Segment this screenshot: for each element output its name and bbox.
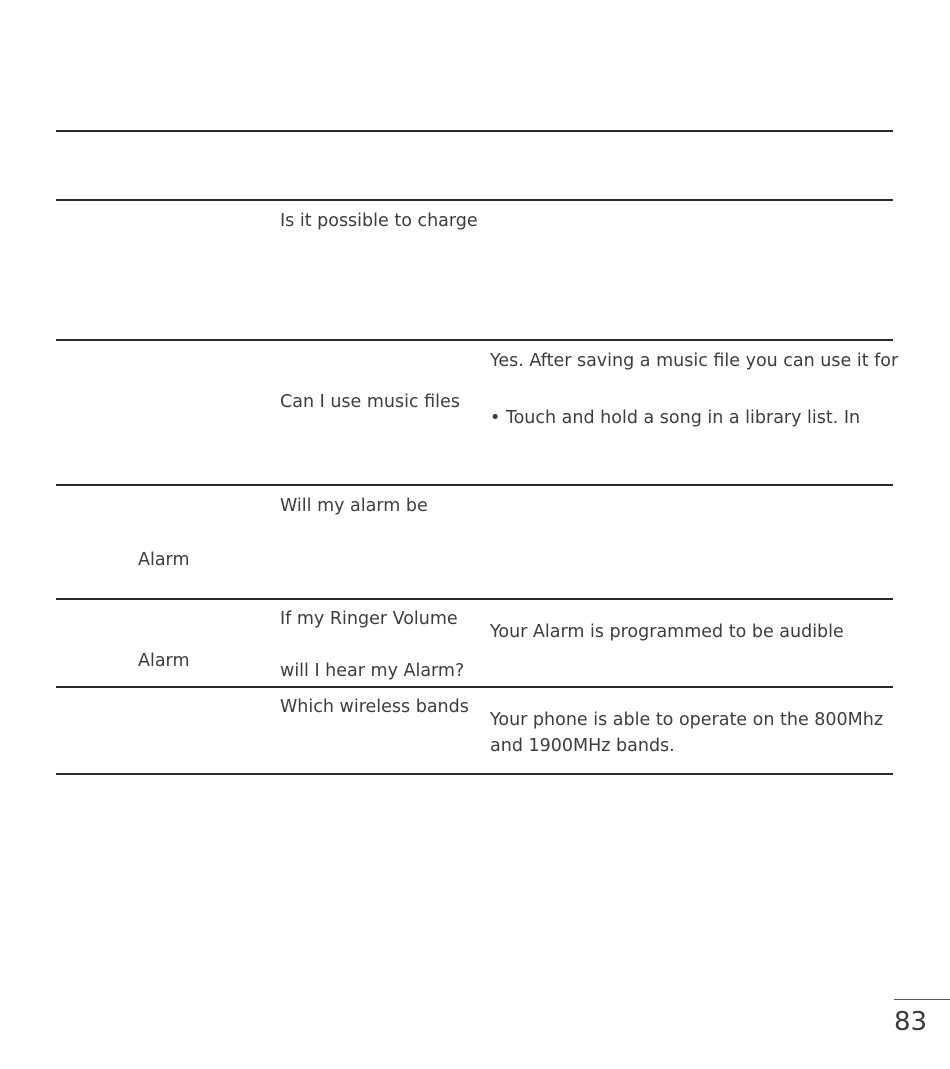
table-bottom-rule — [56, 773, 893, 775]
answer-text: Your Alarm is programmed to be audible — [490, 622, 844, 642]
row-divider — [56, 686, 893, 688]
table-top-rule — [56, 130, 893, 132]
question-text: If my Ringer Volume — [280, 609, 458, 629]
answer-text: Your phone is able to operate on the 800Mhz — [490, 710, 884, 730]
answer-text: and 1900MHz bands. — [490, 736, 675, 756]
category-label: Alarm — [138, 651, 190, 671]
question-text: Will my alarm be — [280, 496, 428, 516]
question-text: Which wireless bands — [280, 697, 469, 717]
question-text: Can I use music files — [280, 392, 460, 412]
page-number-rule — [894, 999, 950, 1000]
question-text: Is it possible to charge — [280, 211, 478, 231]
question-text: will I hear my Alarm? — [280, 661, 465, 681]
page-number: 83 — [894, 1007, 928, 1037]
answer-text: Yes. After saving a music file you can use it for — [490, 351, 899, 371]
answer-text: • Touch and hold a song in a library list. In — [490, 408, 861, 428]
header-bottom-rule — [56, 199, 893, 201]
row-divider — [56, 339, 893, 341]
category-label: Alarm — [138, 550, 190, 570]
row-divider — [56, 484, 893, 486]
row-divider — [56, 598, 893, 600]
